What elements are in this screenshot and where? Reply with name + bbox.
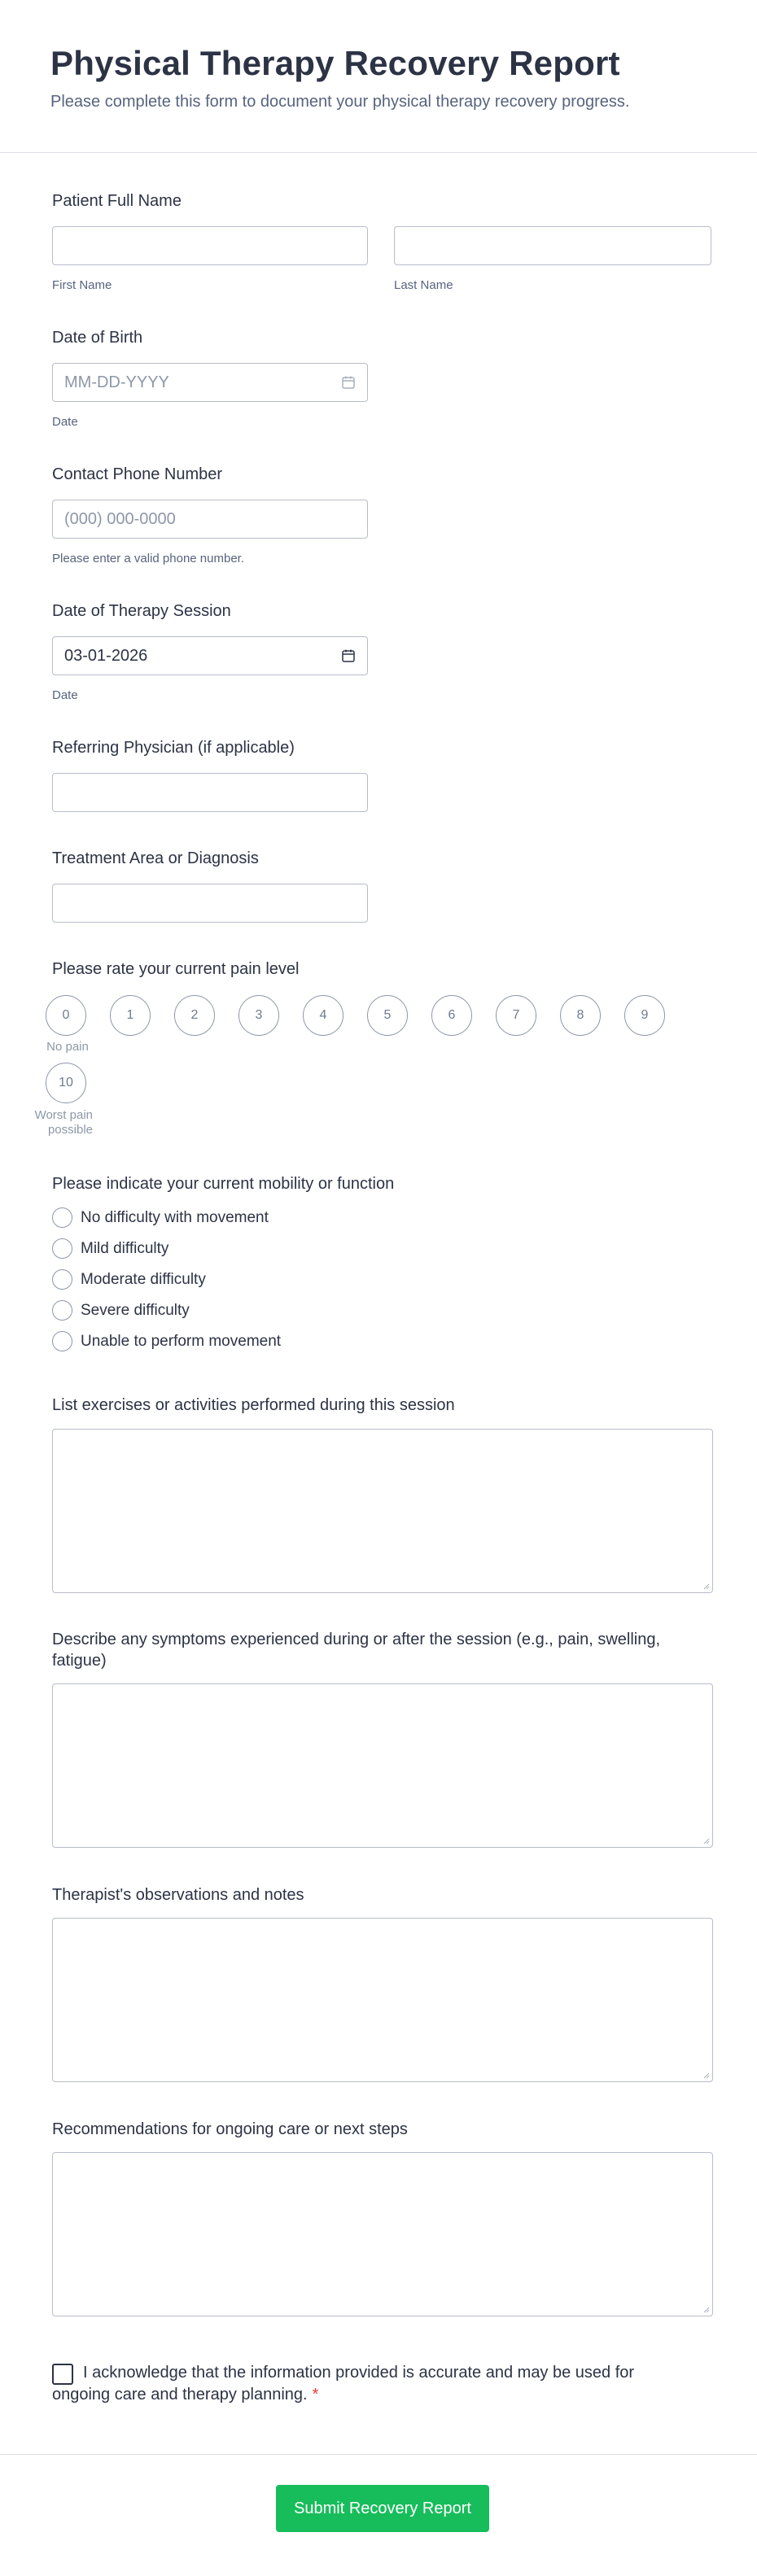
session-date-value: 03-01-2026 — [64, 646, 148, 665]
observations-textarea[interactable] — [52, 1918, 713, 2082]
treatment-label: Treatment Area or Diagnosis — [52, 849, 259, 867]
first-name-sublabel: First Name — [52, 278, 112, 292]
last-name-input[interactable] — [394, 226, 711, 265]
mobility-option[interactable] — [52, 1207, 269, 1228]
form-header — [0, 0, 757, 153]
acknowledge-label: I acknowledge that the information provided is accurate and may be used for ongoing care and therapy planning. — [52, 2364, 635, 2404]
dob-label: Date of Birth — [52, 329, 143, 347]
patient-name-field — [52, 190, 182, 212]
resize-grip-icon[interactable] — [702, 2305, 710, 2313]
dob-input[interactable] — [52, 363, 368, 402]
calendar-icon[interactable] — [341, 375, 356, 390]
phone-input[interactable] — [52, 500, 368, 539]
resize-grip-icon[interactable] — [702, 1582, 710, 1590]
pain-rating-option-9[interactable]: 9 — [624, 995, 665, 1036]
session-date-label: Date of Therapy Session — [52, 602, 231, 620]
recommendations-textarea[interactable] — [52, 2152, 713, 2316]
mobility-option-label: Moderate difficulty — [81, 1270, 206, 1288]
mobility-label: Please indicate your current mobility or function — [52, 1175, 395, 1193]
resize-grip-icon[interactable] — [702, 2071, 710, 2079]
pain-rating-option-8[interactable]: 8 — [560, 995, 601, 1036]
radio-button[interactable] — [52, 1238, 72, 1259]
page-subtitle: Please complete this form to document your physical therapy recovery progress. — [50, 93, 630, 111]
pain-max-label-line2: possible — [47, 1123, 93, 1137]
mobility-option-label: No difficulty with movement — [81, 1208, 269, 1226]
symptoms-textarea[interactable] — [52, 1683, 713, 1848]
phone-field — [52, 464, 368, 565]
last-name-group — [394, 226, 711, 292]
resize-grip-icon[interactable] — [702, 1836, 710, 1845]
symptoms-label: Describe any symptoms experienced during or after the session (e.g., pain, swelling, fatigue) — [52, 1631, 661, 1670]
mobility-option-label: Mild difficulty — [81, 1239, 169, 1257]
required-mark: * — [312, 2386, 319, 2404]
dob-field — [52, 327, 368, 429]
first-name-group — [52, 226, 368, 292]
radio-button[interactable] — [52, 1331, 72, 1351]
pain-rating-option-7[interactable]: 7 — [496, 995, 536, 1036]
patient-name-label: Patient Full Name — [52, 192, 182, 210]
mobility-option[interactable] — [52, 1300, 190, 1321]
submit-button[interactable]: Submit Recovery Report — [276, 2485, 489, 2532]
pain-rating-option-2[interactable]: 2 — [174, 995, 215, 1036]
phone-sublabel: Please enter a valid phone number. — [52, 552, 244, 565]
mobility-field — [52, 1173, 394, 1194]
treatment-input[interactable] — [52, 884, 368, 923]
session-date-field — [52, 600, 368, 702]
physician-label: Referring Physician (if applicable) — [52, 739, 295, 757]
radio-button[interactable] — [52, 1207, 72, 1228]
recommendations-field — [52, 2119, 408, 2140]
first-name-input[interactable] — [52, 226, 368, 265]
mobility-option[interactable] — [52, 1238, 168, 1259]
exercises-field — [52, 1395, 455, 1416]
mobility-option[interactable] — [52, 1331, 281, 1351]
pain-min-label: No pain — [46, 1040, 89, 1054]
pain-rating-option-5[interactable]: 5 — [367, 995, 408, 1036]
page-title: Physical Therapy Recovery Report — [50, 44, 620, 82]
acknowledge-text — [52, 2362, 638, 2406]
mobility-option-label: Unable to perform movement — [81, 1332, 282, 1350]
mobility-option-label: Severe difficulty — [81, 1301, 190, 1319]
recommendations-label: Recommendations for ongoing care or next steps — [52, 2120, 408, 2138]
pain-rating-option-4[interactable]: 4 — [303, 995, 343, 1036]
radio-button[interactable] — [52, 1300, 72, 1321]
pain-max-label — [20, 1108, 93, 1137]
exercises-label: List exercises or activities performed during this session — [52, 1396, 455, 1414]
calendar-icon[interactable] — [341, 648, 356, 663]
observations-label: Therapist's observations and notes — [52, 1886, 304, 1904]
mobility-option[interactable] — [52, 1269, 206, 1290]
pain-rating-option-3[interactable]: 3 — [238, 995, 279, 1036]
last-name-sublabel: Last Name — [394, 278, 453, 292]
radio-button[interactable] — [52, 1269, 72, 1290]
session-date-sublabel: Date — [52, 688, 78, 702]
dob-placeholder: MM-DD-YYYY — [64, 373, 169, 391]
exercises-textarea[interactable] — [52, 1429, 713, 1593]
treatment-field — [52, 848, 368, 923]
physician-field — [52, 737, 368, 812]
pain-rating-option-1[interactable]: 1 — [110, 995, 151, 1036]
dob-sublabel: Date — [52, 415, 78, 429]
pain-rating-option-10[interactable]: 10 — [46, 1063, 86, 1103]
physician-input[interactable] — [52, 773, 368, 812]
footer-divider — [0, 2454, 757, 2455]
pain-rating-option-0[interactable]: 0 — [46, 995, 86, 1036]
pain-field — [52, 958, 300, 980]
symptoms-field — [52, 1629, 713, 1671]
session-date-input[interactable] — [52, 636, 368, 675]
phone-placeholder: (000) 000-0000 — [64, 509, 176, 528]
phone-label: Contact Phone Number — [52, 465, 223, 483]
observations-field — [52, 1884, 304, 1906]
pain-max-label-line1: Worst pain — [34, 1108, 93, 1122]
pain-rating-option-6[interactable]: 6 — [431, 995, 472, 1036]
pain-label: Please rate your current pain level — [52, 960, 300, 978]
